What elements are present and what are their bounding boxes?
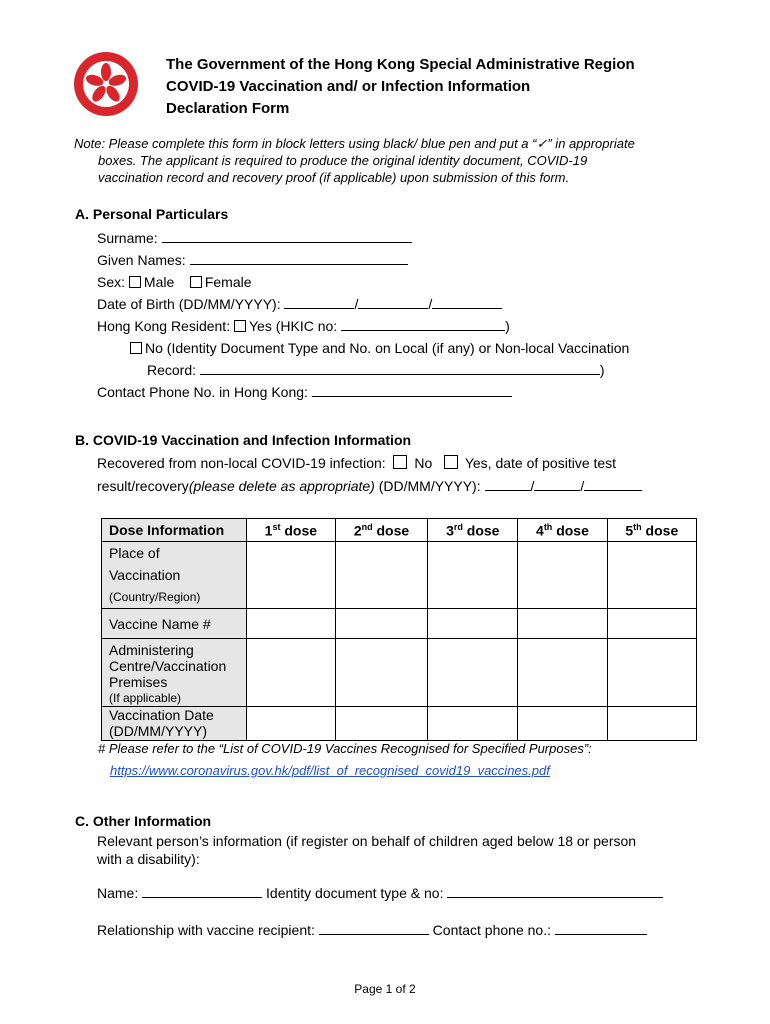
relevant-name-label: Name: xyxy=(97,885,139,901)
dob-label: Date of Birth (DD/MM/YYYY): xyxy=(97,296,281,312)
date-dose-4-cell[interactable] xyxy=(518,707,607,741)
relevant-id-label: Identity document type & no: xyxy=(266,885,444,901)
table-row xyxy=(102,639,697,707)
instructions-note xyxy=(74,135,700,186)
vaccine-dose-1-cell[interactable] xyxy=(247,609,336,639)
vaccine-name-label: Vaccine Name # xyxy=(102,609,247,639)
result-slash-1: / xyxy=(530,478,535,494)
vaccine-list-link[interactable]: https://www.coronavirus.gov.hk/pdf/list_of_recognised_covid19_vaccines.pdf xyxy=(110,763,550,778)
place-dose-3-cell[interactable] xyxy=(428,542,518,609)
hk-resident-no-checkbox[interactable] xyxy=(130,342,142,354)
date-dose-1-cell[interactable] xyxy=(247,707,336,741)
phone-label: Contact Phone No. in Hong Kong: xyxy=(97,384,308,400)
centre-dose-5-cell[interactable] xyxy=(607,639,696,707)
record-row xyxy=(147,360,605,380)
place-dose-1-cell[interactable] xyxy=(247,542,336,609)
dob-slash-1: / xyxy=(354,296,359,312)
dose-information-header: Dose Information xyxy=(102,519,247,542)
vaccine-dose-2-cell[interactable] xyxy=(335,609,428,639)
section-a-heading: A. Personal Particulars xyxy=(75,206,229,222)
recovered-yes-checkbox[interactable] xyxy=(444,455,458,469)
place-of-vaccination-label: Place of Vaccination (Country/Region) xyxy=(102,542,247,609)
result-format: (DD/MM/YYYY): xyxy=(378,478,481,494)
dose-3-header: 3rd dose xyxy=(428,519,518,542)
result-row xyxy=(97,476,642,496)
dob-month-field[interactable] xyxy=(358,294,428,309)
note-line-2: boxes. The applicant is required to produce the original identity document, COVID-19 xyxy=(98,153,588,168)
table-row xyxy=(102,542,697,609)
female-checkbox[interactable] xyxy=(190,276,202,288)
note-line-3: vaccination record and recovery proof (if applicable) upon submission of this form. xyxy=(98,170,570,185)
title-line-1: The Government of the Hong Kong Special Administrative Region xyxy=(166,56,635,73)
given-names-row xyxy=(97,250,408,270)
table-row xyxy=(102,609,697,639)
section-b-heading: B. COVID-19 Vaccination and Infection Information xyxy=(75,432,412,448)
given-names-field[interactable] xyxy=(190,250,408,265)
hkic-close-paren: ) xyxy=(505,318,510,334)
centre-dose-1-cell[interactable] xyxy=(247,639,336,707)
recovered-no-label: No xyxy=(414,455,433,471)
date-dose-3-cell[interactable] xyxy=(428,707,518,741)
relevant-person-name-row xyxy=(97,883,663,903)
result-slash-2: / xyxy=(580,478,585,494)
hk-resident-no-row xyxy=(130,338,629,358)
table-row xyxy=(102,707,697,741)
record-close-paren: ) xyxy=(599,362,605,378)
surname-label: Surname: xyxy=(97,230,158,246)
recovered-label: Recovered from non-local COVID-19 infection: xyxy=(97,455,386,471)
table-header-row xyxy=(102,519,697,542)
dob-day-field[interactable] xyxy=(284,294,354,309)
result-year-field[interactable] xyxy=(584,476,642,491)
dose-2-header: 2nd dose xyxy=(335,519,428,542)
relevant-contact-field[interactable] xyxy=(555,920,647,935)
dose-4-header: 4th dose xyxy=(518,519,607,542)
place-dose-2-cell[interactable] xyxy=(335,542,428,609)
date-dose-2-cell[interactable] xyxy=(335,707,428,741)
vaccination-date-label: Vaccination Date (DD/MM/YYYY) xyxy=(102,707,247,741)
vaccine-dose-5-cell[interactable] xyxy=(607,609,696,639)
centre-dose-2-cell[interactable] xyxy=(335,639,428,707)
sex-label: Sex: xyxy=(97,274,126,290)
dose-information-table xyxy=(101,518,697,741)
relevant-name-field[interactable] xyxy=(142,883,262,898)
record-field[interactable] xyxy=(200,360,600,375)
recovered-row xyxy=(97,453,697,473)
section-c-description xyxy=(97,832,707,868)
vaccine-list-note: # Please refer to the “List of COVID-19 Vaccines Recognised for Specified Purposes”: xyxy=(98,741,592,756)
dose-1-header: 1st dose xyxy=(247,519,336,542)
phone-field[interactable] xyxy=(312,382,512,397)
recovered-no-checkbox[interactable] xyxy=(393,455,407,469)
result-prefix: result/recovery xyxy=(97,478,189,494)
relevant-contact-label: Contact phone no.: xyxy=(432,922,551,938)
section-c-heading: C. Other Information xyxy=(75,813,212,829)
hksar-emblem-icon xyxy=(72,50,140,118)
female-label: Female xyxy=(204,274,252,290)
section-c-desc-line-1: Relevant person’s information (if register on behalf of children aged below 18 or person xyxy=(97,833,637,849)
section-c-desc-line-2: with a disability): xyxy=(97,851,200,867)
recovered-yes-label: Yes, date of positive test xyxy=(464,455,617,471)
surname-field[interactable] xyxy=(162,228,412,243)
relationship-field[interactable] xyxy=(319,920,429,935)
sex-row xyxy=(97,272,252,292)
male-label: Male xyxy=(143,274,175,290)
phone-row xyxy=(97,382,512,402)
title-line-3: Declaration Form xyxy=(166,100,290,117)
administering-centre-label: Administering Centre/Vaccination Premises (If applicable) xyxy=(102,639,247,707)
vaccine-dose-3-cell[interactable] xyxy=(428,609,518,639)
male-checkbox[interactable] xyxy=(129,276,141,288)
result-italic-note: (please delete as appropriate) xyxy=(188,478,375,494)
centre-dose-4-cell[interactable] xyxy=(518,639,607,707)
relevant-id-field[interactable] xyxy=(447,883,663,898)
page-number: Page 1 of 2 xyxy=(354,982,416,996)
dob-slash-2: / xyxy=(428,296,433,312)
dose-5-header: 5th dose xyxy=(607,519,696,542)
given-names-label: Given Names: xyxy=(97,252,186,268)
form-title xyxy=(166,54,726,120)
centre-dose-3-cell[interactable] xyxy=(428,639,518,707)
hk-resident-label: Hong Kong Resident: xyxy=(97,318,231,334)
note-line-1: Note: Please complete this form in block letters using black/ blue pen and put a “✓” in appropriate xyxy=(74,136,635,151)
place-dose-5-cell[interactable] xyxy=(607,542,696,609)
result-month-field[interactable] xyxy=(534,476,580,491)
hk-resident-no-label: No (Identity Document Type and No. on Local (if any) or Non-local Vaccination xyxy=(145,340,630,356)
hk-resident-yes-checkbox[interactable] xyxy=(234,320,246,332)
hk-resident-yes-label: Yes (HKIC no: xyxy=(248,318,338,334)
title-line-2: COVID-19 Vaccination and/ or Infection Information xyxy=(166,78,531,95)
result-day-field[interactable] xyxy=(485,476,531,491)
relationship-label: Relationship with vaccine recipient: xyxy=(97,922,315,938)
hk-resident-row xyxy=(97,316,510,336)
surname-row xyxy=(97,228,412,248)
relationship-row xyxy=(97,920,647,940)
date-dose-5-cell[interactable] xyxy=(607,707,696,741)
dob-year-field[interactable] xyxy=(432,294,502,309)
record-label: Record: xyxy=(147,362,197,378)
hkic-number-field[interactable] xyxy=(341,316,505,331)
place-dose-4-cell[interactable] xyxy=(518,542,607,609)
vaccine-dose-4-cell[interactable] xyxy=(518,609,607,639)
dob-row xyxy=(97,294,502,314)
